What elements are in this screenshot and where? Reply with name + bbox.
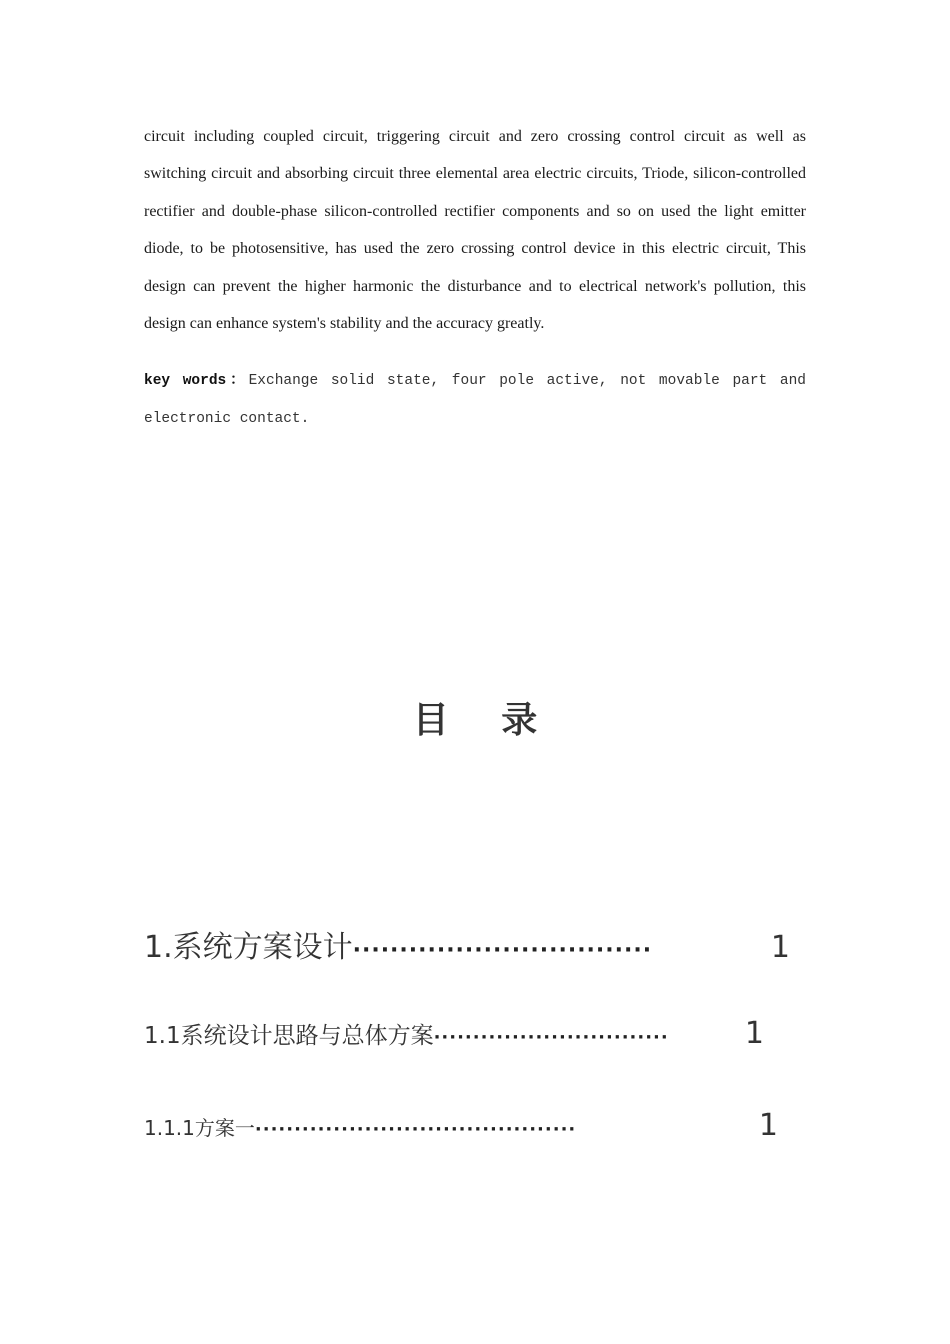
toc-page-number: 1 [744, 1016, 764, 1051]
toc-entry-1[interactable] [144, 922, 790, 966]
keywords-line [144, 363, 806, 438]
toc-dot-leader: ································ [352, 938, 653, 963]
toc-entry-1-1[interactable] [144, 1016, 764, 1051]
toc-dot-leader: ········································· [254, 1119, 577, 1140]
keywords-label: key words： [144, 373, 249, 389]
toc-entry-title: 1.1系统设计思路与总体方案 [144, 1023, 434, 1049]
toc-entry-title: 1.1.1方案一 [144, 1116, 255, 1140]
toc-page-number: 1 [770, 930, 790, 965]
toc-entry-title: 1.系统方案设计 [144, 930, 353, 965]
abstract-paragraph: circuit including coupled circuit, triggering circuit and zero crossing control circuit as well as switching circuit and absorbing circuit three elemental area electric circuits, Triode, silicon-controlled rectifier and double-phase silicon-controlled rectifier components and so on used the light emitter diode, to be photosensitive, has used the zero crossing control device in this electric circuit, This design can prevent the higher harmonic the disturbance and to electrical network's pollution, this design can enhance system's stability and the accuracy greatly. [144, 128, 806, 333]
toc-dot-leader: ······························ [433, 1027, 669, 1048]
toc-entry-1-1-1[interactable] [144, 1108, 778, 1143]
toc-page-number: 1 [758, 1108, 778, 1143]
toc-title: 目 录 [412, 700, 558, 741]
keywords-text: Exchange solid state, four pole active, not movable part and electronic contact. [144, 373, 806, 427]
